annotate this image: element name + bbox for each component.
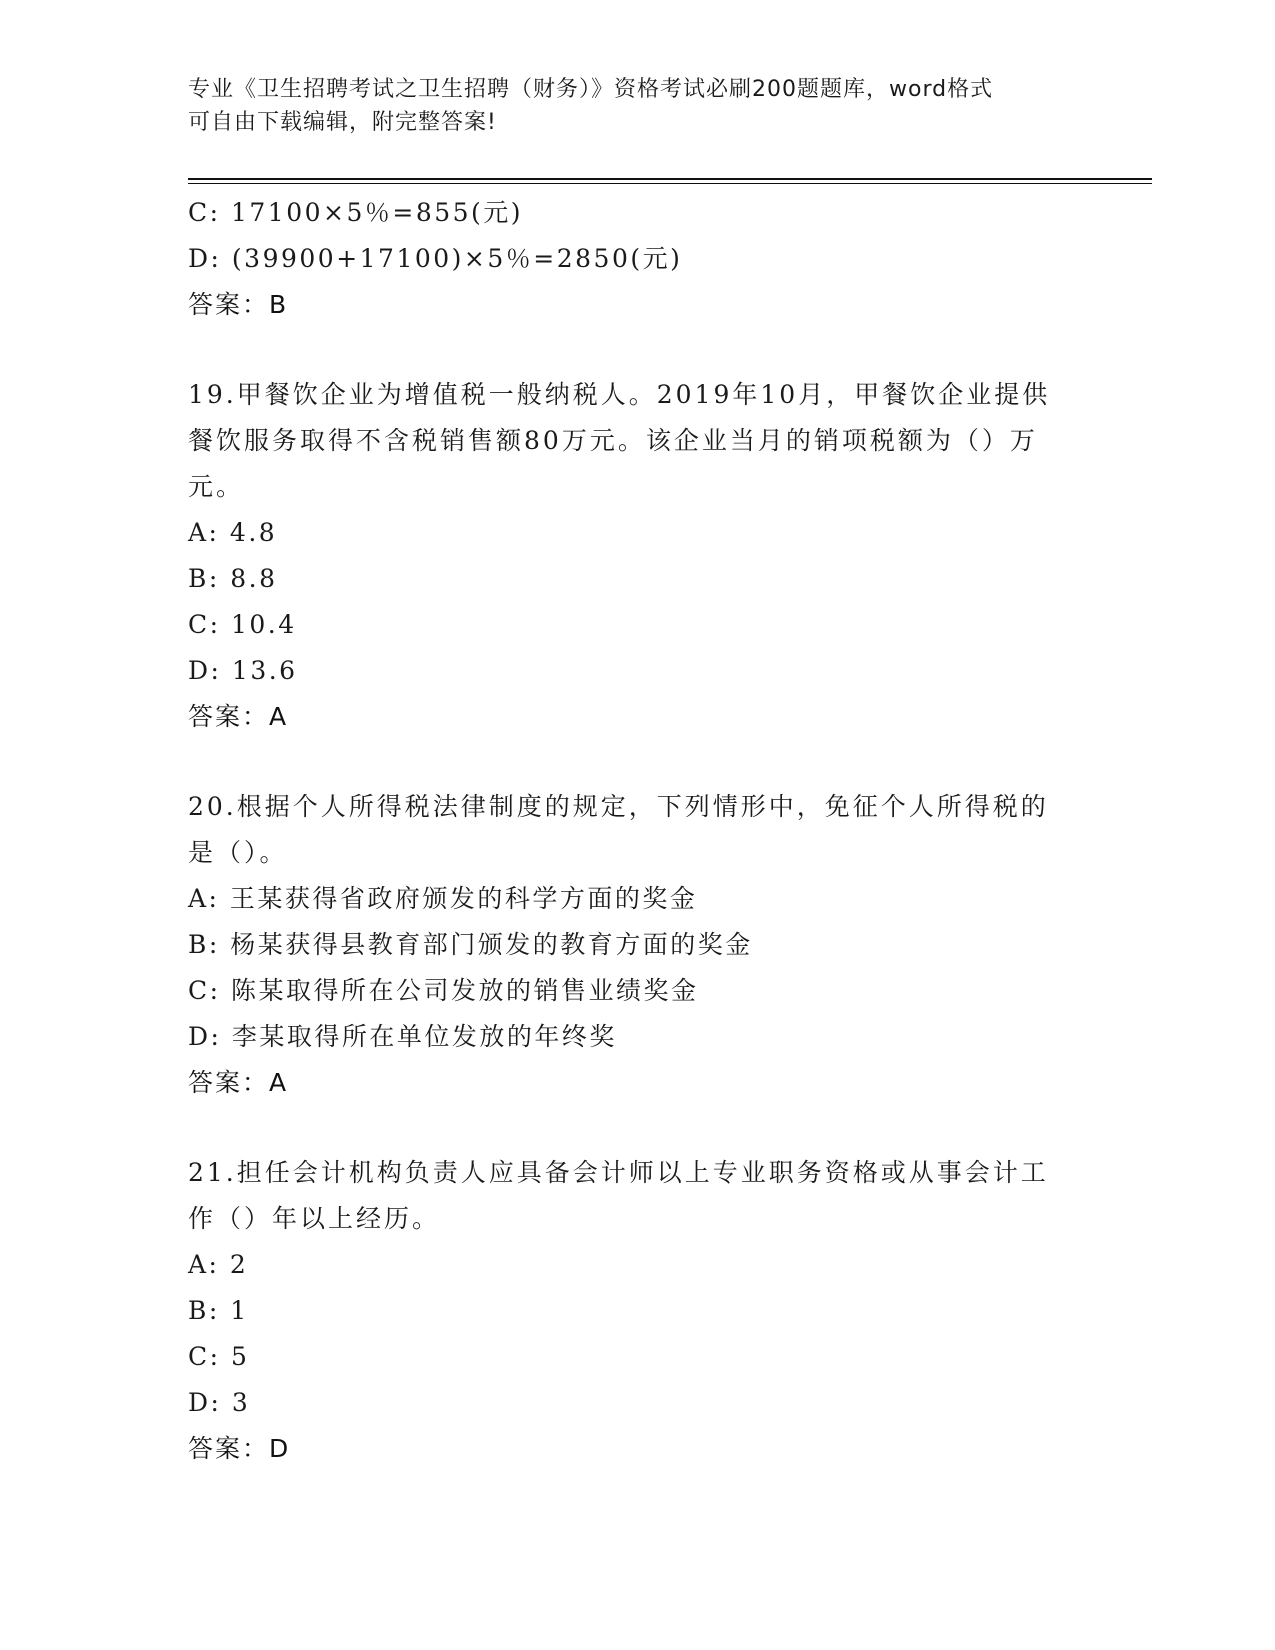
header-divider-thick (188, 178, 1152, 180)
header-divider-thin (188, 183, 1152, 184)
option-a: A: 4.8 (188, 518, 278, 547)
option-d: D: 3 (188, 1388, 251, 1417)
spacer (188, 328, 1088, 372)
answer-label: 答案：A (188, 1068, 289, 1097)
question-19 (188, 372, 1088, 740)
option-b: B: 8.8 (188, 564, 278, 593)
option-b: B: 杨某获得县教育部门颁发的教育方面的奖金 (188, 930, 753, 959)
answer-label: 答案：B (188, 290, 289, 319)
question-21 (188, 1150, 1088, 1472)
option-c: C: 陈某取得所在公司发放的销售业绩奖金 (188, 976, 699, 1005)
question-stem: 21.担任会计机构负责人应具备会计师以上专业职务资格或从事会计工 作（）年以上经历。 (188, 1158, 1049, 1233)
header-line-1: 专业《卫生招聘考试之卫生招聘（财务）》资格考试必刷200题题库，word格式 (188, 77, 994, 102)
option-d: D: 李某取得所在单位发放的年终奖 (188, 1022, 617, 1051)
answer-label: 答案：A (188, 702, 289, 731)
document-header (188, 73, 1088, 139)
option-a: A: 2 (188, 1250, 249, 1279)
answer-label: 答案：D (188, 1434, 291, 1463)
spacer (188, 740, 1088, 784)
option-d: D: 13.6 (188, 656, 298, 685)
spacer (188, 1106, 1088, 1150)
option-b: B: 1 (188, 1296, 249, 1325)
option-c: C: 5 (188, 1342, 250, 1371)
previous-question-continuation (188, 190, 1088, 328)
question-20 (188, 784, 1088, 1106)
question-list (188, 190, 1088, 1472)
option-c: C: 10.4 (188, 610, 297, 639)
option-d: D: (39900+17100)×5％=2850(元) (188, 244, 683, 273)
question-stem: 19.甲餐饮企业为增值税一般纳税人。2019年10月，甲餐饮企业提供 餐饮服务取得不含税销售额80万元。该企业当月的销项税额为（）万 元。 (188, 380, 1051, 501)
question-stem: 20.根据个人所得税法律制度的规定，下列情形中，免征个人所得税的 是（）。 (188, 792, 1049, 867)
option-c: C: 17100×5％=855(元) (188, 198, 524, 227)
option-a: A: 王某获得省政府颁发的科学方面的奖金 (188, 884, 698, 913)
header-line-2: 可自由下载编辑，附完整答案! (188, 110, 497, 135)
